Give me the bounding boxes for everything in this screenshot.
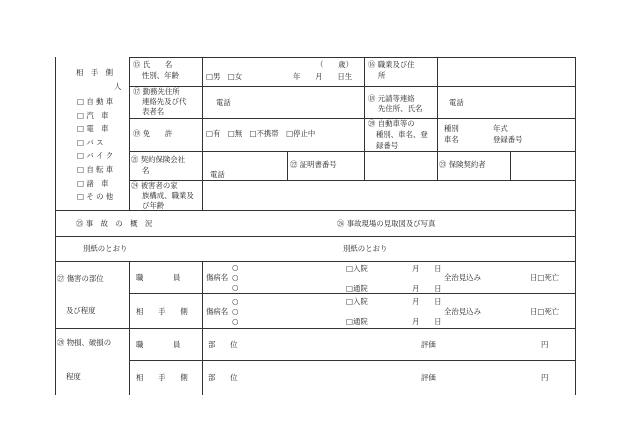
accident-summary-label: ㉕ 事 故 の 概 況 [76, 219, 153, 228]
vehicle-type-cart[interactable]: □ 諸 車 [77, 178, 109, 188]
vehicle-type-car[interactable]: □ 自 動 車 [77, 97, 114, 106]
injury-name-label: 傷病名 [206, 307, 229, 316]
damage-evaluation-label: 評価 [421, 373, 436, 382]
rule [202, 57, 203, 210]
insurer-phone[interactable]: 電話 [210, 170, 225, 179]
vehicle-type-other[interactable]: □ そ の 他 [77, 192, 114, 202]
rule-left [55, 57, 56, 395]
rule [129, 118, 576, 119]
injury-circle[interactable]: ○ [232, 317, 239, 326]
victim-family-label-3: び年齢 [142, 201, 165, 210]
recovery-label: 全治見込み [444, 307, 481, 316]
death-checkbox[interactable]: 日□死亡 [530, 307, 560, 316]
recovery-label: 全治見込み [444, 273, 481, 282]
vehicle-type-motorbike[interactable]: □ バ イ ク [77, 151, 114, 161]
outpatient-date[interactable]: 月 日 [412, 284, 442, 293]
vehicle-info-label-2: 種別、車名、登 [376, 130, 428, 139]
damage-staff-label: 職 員 [136, 340, 181, 349]
victim-family-label: ㉔ 被害者の家 [131, 181, 178, 190]
hospitalized-date[interactable]: 月 日 [412, 297, 442, 306]
victim-family-label-2: 族構成、職業及 [142, 191, 194, 200]
party-label: 相 手 側 [76, 68, 113, 77]
yen-unit: 円 [541, 373, 549, 382]
rule-top [129, 57, 576, 58]
hospitalized-checkbox[interactable]: □入院 [346, 297, 368, 306]
vehicle-info-label-3: 録番号 [376, 141, 399, 150]
employer-label-2: 連絡先及び代 [142, 97, 187, 106]
vehicle-type-bicycle[interactable]: □ 自 転 車 [77, 164, 114, 174]
employer-phone[interactable]: 電話 [216, 98, 231, 107]
injury-opponent-label: 相 手 側 [136, 307, 188, 316]
injury-circle[interactable]: ○ [232, 297, 239, 306]
vehicle-type-list [77, 95, 113, 204]
certificate-label: ㉒ 証明書番号 [290, 160, 337, 169]
occupation-address-label-2: 所 [378, 71, 386, 80]
birthdate-field[interactable]: 年 月 日生 [293, 72, 353, 81]
vehicle-model-year[interactable]: 年式 [493, 124, 508, 133]
injury-label: ㉗ 傷害の部位 [57, 274, 104, 283]
policyholder-label: ㉓ 保険契約者 [439, 160, 486, 169]
damage-opponent-label: 相 手 側 [136, 373, 188, 382]
contractor-label-2: 先住所、氏名 [378, 104, 423, 113]
injury-circle[interactable]: ○ [232, 273, 239, 282]
age-field[interactable]: （ 歳） [316, 60, 353, 69]
death-checkbox[interactable]: 日□死亡 [530, 273, 560, 282]
license-label: ⑲ 免 許 [133, 129, 173, 138]
name-label: ⑮ 氏 名 [133, 60, 173, 69]
insurer-label-2: 名 [142, 166, 150, 175]
accident-summary-value: 別紙のとおり [83, 244, 128, 253]
vehicle-name[interactable]: 車名 [444, 135, 459, 144]
rule [510, 151, 511, 180]
vehicle-type-tram[interactable]: □ 電 車 [77, 124, 109, 134]
rule [55, 261, 576, 262]
vehicle-type-bus[interactable]: □ バ ス [77, 137, 104, 147]
injury-name-label: 傷病名 [206, 273, 229, 282]
insurer-label: ㉑ 契約保険会社 [131, 155, 186, 164]
rule [129, 151, 576, 152]
rule [202, 261, 203, 395]
rule [129, 86, 576, 87]
site-sketch-value: 別紙のとおり [343, 244, 388, 253]
contractor-phone[interactable]: 電話 [449, 98, 464, 107]
rule [55, 210, 576, 211]
vehicle-reg-no[interactable]: 登録番号 [493, 135, 523, 144]
damage-label: ㉘ 物損、破損の [57, 338, 112, 347]
injury-circle[interactable]: ○ [232, 263, 239, 272]
gender-checkboxes[interactable]: □男 □女 [206, 72, 243, 81]
injury-staff-label: 職 員 [136, 273, 181, 282]
injury-circle[interactable]: ○ [232, 307, 239, 316]
rule [129, 57, 130, 210]
rule-right [575, 57, 576, 395]
damage-part-label: 部 位 [208, 340, 238, 349]
yen-unit: 円 [541, 340, 549, 349]
damage-label-2: 程度 [66, 372, 81, 381]
license-checkboxes[interactable]: □有 □無 □不携帯 □停止中 [206, 129, 316, 138]
rule [129, 180, 576, 181]
vehicle-type-train[interactable]: □ 汽 車 [77, 110, 109, 120]
rule [55, 328, 576, 329]
rule [129, 360, 576, 361]
gender-age-label: 性別、年齢 [142, 71, 179, 80]
outpatient-checkbox[interactable]: □通院 [346, 284, 368, 293]
injury-circle[interactable]: ○ [232, 283, 239, 292]
injury-label-2: 及び程度 [66, 306, 96, 315]
outpatient-date[interactable]: 月 日 [412, 317, 442, 326]
rule [364, 57, 365, 151]
damage-part-label: 部 位 [208, 373, 238, 382]
occupation-address-label: ⑯ 職業及び住 [368, 60, 415, 69]
employer-label: ⑰ 勤務先住所 [133, 87, 180, 96]
vehicle-info-label: ⑳ 自動車等の [368, 119, 415, 128]
hospitalized-date[interactable]: 月 日 [412, 264, 442, 273]
rule [364, 151, 365, 180]
rule [287, 151, 288, 180]
vehicle-kind[interactable]: 種別 [444, 124, 459, 133]
party-label-suffix: 人 [114, 82, 122, 91]
outpatient-checkbox[interactable]: □通院 [346, 317, 368, 326]
hospitalized-checkbox[interactable]: □入院 [346, 264, 368, 273]
rule [129, 261, 130, 395]
rule [55, 236, 576, 237]
damage-evaluation-label: 評価 [421, 340, 436, 349]
site-sketch-label: ㉖ 事故現場の見取図及び写真 [337, 219, 436, 228]
rule [437, 57, 438, 180]
contractor-label: ⑱ 元請等連絡 [368, 94, 415, 103]
employer-label-3: 表者名 [142, 107, 165, 116]
